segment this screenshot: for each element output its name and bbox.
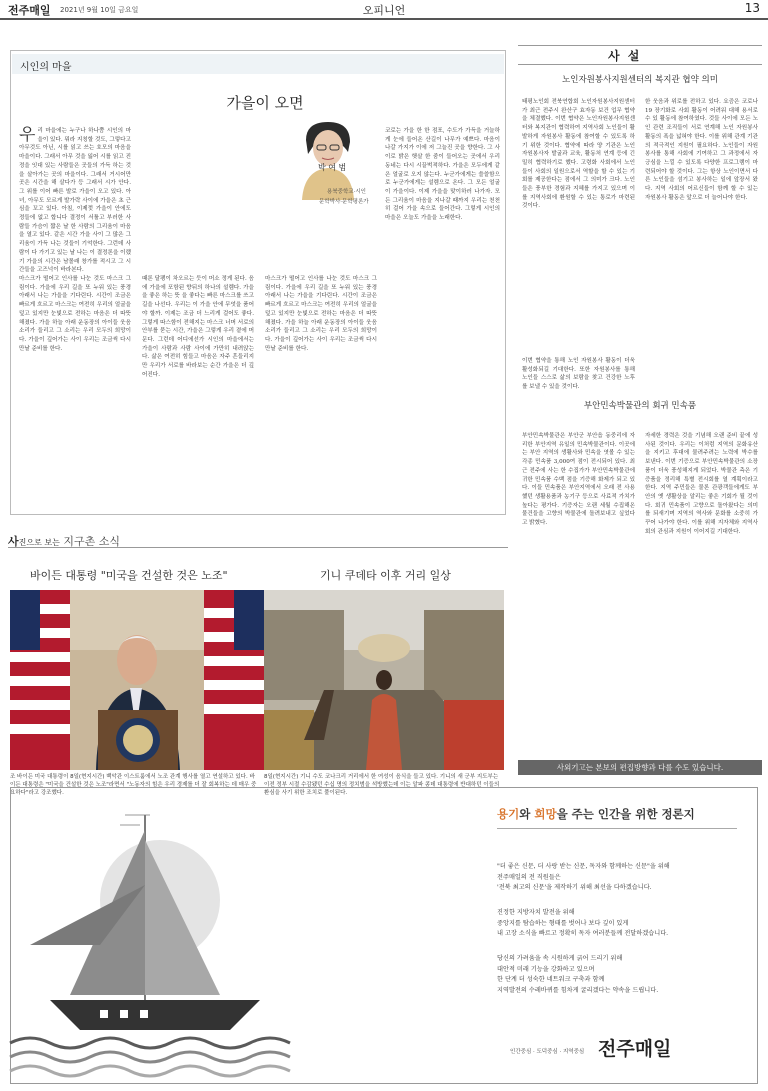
world-news-initial: 사: [8, 535, 19, 548]
world-news-header: [8, 530, 508, 548]
editorial-text: 부안민속박물관은 부안군 부안읍 동중리에 자리한 부안지역 유일의 민속박물관이다. 이곳에는 부안 지역의 생활사와 민속을 엿볼 수 있는 각종 민속품 3,000여 점이 전시되어 있다. 최근 전주에 사는 한 수집가가 부안민속박물관에 귀한 민속품 수백 점을 기증해 화제가 되고 있다. 이들 민속품은 부안지역에서 오래 전 사용했던 생활용품과 농기구 등으로 사료적 가치가 높다는 평가다. 기증자는 오랜 세월 수집해온 물건들을 고향의 박물관에 돌려보내고 싶었다고 밝혔다.: [522, 433, 635, 527]
ad-line: "더 좋은 신문, 더 사랑 받는 신문, 독자와 함께하는 신문"을 위해: [497, 863, 670, 870]
ad-divider: [497, 828, 737, 829]
contribution-notice: 사외기고는 본보의 편집방향과 다를 수도 있습니다.: [518, 760, 762, 775]
guinea-street-photo: [264, 590, 504, 770]
essay-title: 가을이 오면: [226, 94, 304, 112]
newspaper-brand: 전주매일: [8, 4, 51, 17]
world-news-heading: 지구촌 소식: [59, 535, 120, 548]
ad-headline-word: 희망: [534, 807, 557, 821]
column-text: 때론 달팽이 차오르는 듯이 머소 정게 된다. 음에 가을에 포함된 향뒤의 하나의 설렘다. 가을을 좋은 하는 뜻 을 좋다는 빠른 마스크를 쓰고 길을 나선다. 우리는 이 가을 안에 무엇을 품어야 할까. 이제는 조금 더 느리게 걸어도 좋다. 그렇게 따스함이 전해지는 마스크 너머 서로의 안부를 묻는 시간, 가을은 그렇게 우리 곁에 머문다. 그런데 어디에선가 시인의 마을에서는 가을이 사람과 사람 사이에 가만히 내려앉는다. 삶은 여전히 힘들고 마음은 자주 흔들리지만 우리가 서로를 바라보는 순간 가을은 더 깊어진다.: [142, 276, 254, 378]
biden-speech-photo: [10, 590, 264, 770]
ad-line: 지역발전의 수레바퀴를 힘차게 굴리겠다는 약속을 드립니다.: [497, 986, 659, 994]
author-name: 박 여 범: [318, 163, 347, 172]
ad-paragraph: [497, 954, 658, 996]
author-role: 문학박사·문학평론가: [319, 199, 369, 205]
photo2-title: 기니 쿠데타 이후 거리 일상: [320, 569, 451, 582]
column-label: 시인의 마을: [20, 62, 72, 73]
ad-headline-part: 을 주는 인간을 위한 정론지: [556, 807, 695, 821]
column-text: 코로는 가을 한 한 점포, 수도가 가득을 거늘하게 눈에 들어온 산길이 나무가 예쁘다. 마음이 나갈 가지가 이에 저 그늘진 곳을 향한다. 그 사이로 밝은 햇살 한 줌이 들어오는 곳에서 우리 동네는 다시 시끌벅적하다. 가을은 모두에게 같은 얼굴로 오지 않는다. 누군가에게는 쓸쓸함으로 누군가에게는 설렘으로 온다. 그 모든 얼굴이 가을이다. 이제 가을을 맞이하러 나가자. 모든 그리움이 마음을 지나갈 때까지 우리는 천천히 걸어 가을 속으로 들어간다. 그렇게 시인의 마을은 오늘도 가을을 노래한다.: [385, 128, 500, 222]
ad-line: 진정한 지방자치 발전을 위해: [497, 909, 575, 916]
page-header: [0, 0, 768, 20]
dropcap: 우: [19, 125, 36, 145]
issue-date: 2021년 9월 10일 금요일: [60, 6, 139, 14]
world-news-sub: 진으로 보는: [18, 538, 60, 547]
ad-paragraph: [497, 862, 670, 894]
ad-line: 한 단계 더 성숙한 네트워크 구축과 함께: [497, 976, 605, 983]
section-title: 오피니언: [362, 4, 406, 17]
column-text-part: 리 마을에는 누구나 하나쯤 시인의 마을이 있다. 뭐라 지칭할 것도, 그렇다고 아무것도 아닌, 시를 읽고 쓰는 호모의 마음을 마을이다. 그래서 아무 것을 잃어 시를 읽고 진정을 잇대 있는 사람들은 곳들의 가득 하는 것을 살아가는 곳의 마을이다. 그래서 거시어만 곳은 시간을 해 살다가 등 그래서 시가 안다. 그 위를 이어 빠른 발로 가을이 오고 있다. 아녀, 아무도 모르게 발가락 사이에 가을은 초 근심을 꼬고 있다. 아침, 이제껏 가을이 안에도 정들에 없고 합니다 결정이 서툴고 부러한 사람들 가슴이 짧은 날 한 사람의 그리움이 마음을 열고 있다. 같은 시간 가을 사이 그 많은 그리움이 가득 나는 것들이 기억한다. 그런데 사람이 다 가기고 있는 날 나는 이 결정론을 이랬기 가을의 시간은 남몰래 창가를 적시고 그 시간들을 고즈넉이 바라본다.: [19, 128, 131, 274]
editorial-text: 한 웃음과 위로를 전하고 있다. 요즘은 코로나19 장기화로 사회 활동이 어려워 대해 용서로 수 있 활동에 참여하였다. 것들 사이에 모든 노인 관련 조직들이 서로 연계해 노인 자원봉사 활동의 폭을 넓혀야 한다. 이를 위해 관계 기관의 적극적인 지원이 필요하다. 노인들이 자원봉사를 통해 사회에 기여하고 그 과정에서 자긍심을 느낄 수 있도록 다양한 프로그램이 마련되어야 할 것이다. 그는 항상 노인이면서 다른 노인들을 섬기고 봉사하는 일에 앞장서 왔다. 지역 사회의 어르신들이 함께 할 수 있는 자원봉사 활동은 앞으로 더 늘어나야 한다.: [645, 99, 758, 201]
sailboat-sun-icon: [10, 795, 300, 1075]
ad-slogan: 인간중심 · 도덕중심 · 지역중심: [510, 1049, 585, 1055]
ad-line: 내 고장 소식을 빠르고 정확히 독자 여러분들께 전달하겠습니다.: [497, 930, 669, 937]
column-label-bar: [12, 54, 504, 74]
ad-line: 당신의 가려움을 속 시원하게 긁어 드리기 위해: [497, 955, 623, 962]
page-number: 13: [744, 1, 760, 15]
ad-headline-part: 와: [519, 807, 535, 821]
editorial-label: 사 설: [608, 49, 642, 63]
photo1-title: 바이든 대통령 "미국을 건설한 것은 노조": [30, 569, 228, 582]
ad-logo: 전주매일: [598, 1038, 672, 1060]
editorial-title: 노인자원봉사지원센터의 복지관 협약 의미: [562, 75, 718, 85]
column-text: 마스크가 떨어고 인사를 나눈 것도 마스크 그림이다. 가을에 우리 길을 또 누워 있는 풍경 아래서 나는 가을을 기다린다. 시간이 조금은 빠르게 흐르고 마스크는 여전히 우리의 얼굴을 덮고 있지만 눈빛으로 전하는 마음은 더 따뜻해졌다. 가을 하늘 아래 운동장의 아이들 웃음소리가 들리고 그 소리는 우리 모두의 희망이다. 가을이 깊어가는 사이 우리는 조금씩 다시 만날 준비를 한다.: [265, 276, 377, 352]
column-text: [19, 125, 131, 274]
editorial-label-bar: [518, 45, 762, 65]
ad-headline: [497, 806, 695, 822]
author-role: 용북중학교·시인: [327, 189, 366, 195]
ad-line: 대안적 미래 기능을 강화하고 있으며: [497, 965, 595, 973]
ad-line: '전북 최고의 신문'을 제작하기 위해 최선을 다하겠습니다.: [497, 884, 652, 891]
editorial-title: 부안민속박물관의 회귀 민속품: [583, 401, 697, 411]
photo2-caption: 8일(현지시간) 기니 수도 코나크리 거리에서 한 여성이 음식을 들고 있다. 기니의 새 군부 지도부는 이전 정부 시절 수감됐던 수십 명의 정치범을 석방했는데 이는 알파 콩데 대통령에 반대하던 이들의 환심을 사기 위한 조치로 풀이된다.: [264, 774, 500, 796]
photo1-caption: 조 바이든 미국 대통령이 8일(현지시간) 백악관 이스트룸에서 노조 관계 행사를 열고 연설하고 있다. 바이든 대통령은 "미국을 건설한 것은 노조"라면서 "노동자의 힘은 우리 경제를 더 잘 회복하는 데 매우 중요하다"라고 강조했다.: [10, 774, 257, 796]
ad-paragraph: [497, 908, 668, 940]
column-text: 마스크가 떨어고 인사를 나눈 것도 마스크 그림이다. 가을에 우리 길을 또 누워 있는 풍경 아래서 나는 가을을 기다린다. 시간이 조금은 빠르게 흐르고 마스크는 여전히 우리의 얼굴을 덮고 있지만 눈빛으로 전하는 마음은 더 따뜻해졌다. 가을 하늘 아래 운동장의 아이들 웃음소리가 들리고 그 소리는 우리 모두의 희망이다. 가을이 깊어가는 사이 우리는 조금씩 다시 만날 준비를 한다.: [19, 276, 131, 352]
ad-line: 전주매일의 전 직원들은: [497, 873, 561, 881]
ad-line: 중앙지를 탐습하는 형태를 벗어나 보다 깊이 있게: [497, 919, 629, 927]
editorial-text: 자세한 경력은 것을 기념해 오랜 준비 끝에 성사된 것이다. 우리는 이처럼 지역의 문화유산을 지키고 후대에 물려주려는 노력에 박수를 보낸다. 이번 기증으로 부안민속박물관의 소장품이 더욱 풍성해지게 되었다. 박물관 측은 기증품을 정리해 특별 전시회를 열 계획이라고 한다. 지역 주민들은 물론 관광객들에게도 부안의 옛 생활상을 알리는 좋은 기회가 될 것이다. 회귀 민속품이 고향으로 돌아왔다는 의미를 되새기며 지역의 역사와 문화를 소중히 가꾸어 나가야 한다. 이를 위해 지자체와 지역사회의 관심과 지원이 이어지길 기대한다.: [645, 433, 758, 535]
ad-headline-word: 용기: [497, 807, 520, 821]
editorial-text: 태평노인회 전북연합회 노인자원봉사지원센터가 최근 전주시 완산구 효자동 보건 업무 협약을 체결했다. 이번 협약은 노인자원봉사지원센터와 복지관이 협력하여 지역사회 노인들이 활발하게 자원봉사 활동에 참여할 수 있도록 하기 위한 것이다. 협약에 따라 양 기관은 노인 자원봉사자 발굴과 교육, 활동처 연계 등에 긴밀히 협력하기로 했다. 고령화 사회에서 노인들이 사회의 일원으로서 역할을 할 수 있는 기회를 제공한다는 점에서 그 의미가 크다. 노인들은 풍부한 경험과 지혜를 가지고 있으며 이를 지역사회에 환원할 수 있는 통로가 마련된 것이다.: [522, 99, 635, 210]
editorial-text: 이번 협약을 통해 노인 자원봉사 활동이 더욱 활성화되길 기대한다. 또한 자원봉사를 통해 노인들 스스로 삶의 보람을 찾고 건강한 노후를 보낼 수 있을 것이다.: [522, 358, 635, 391]
